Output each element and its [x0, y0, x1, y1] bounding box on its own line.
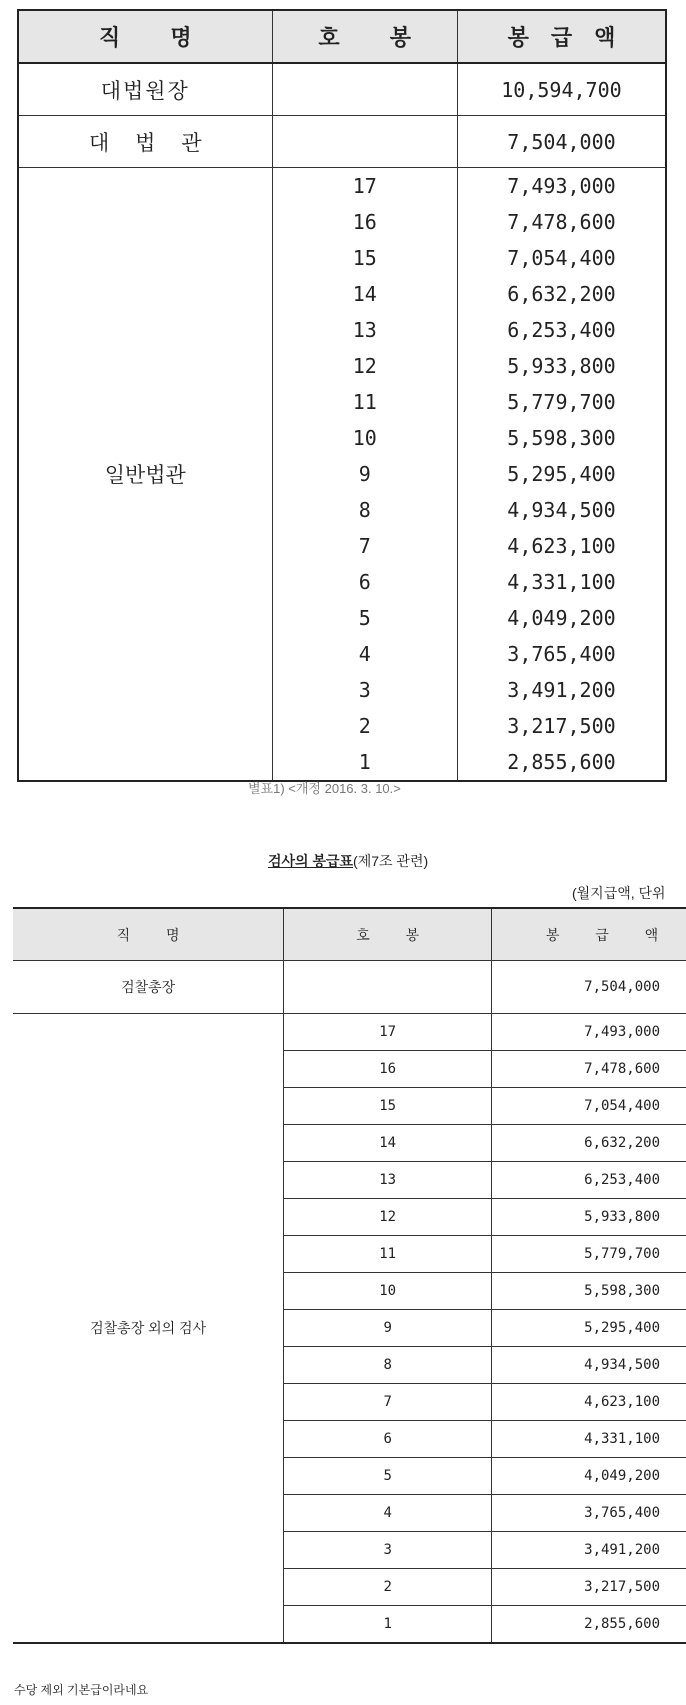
amount-cell: 4,049,200 — [492, 1458, 686, 1495]
step-cell — [284, 961, 492, 1014]
step-cell: 1 — [272, 744, 457, 781]
step-cell: 11 — [284, 1236, 492, 1273]
step-cell: 15 — [272, 240, 457, 276]
header-amount: 봉급액 — [457, 10, 666, 63]
amount-cell: 5,779,700 — [457, 384, 666, 420]
footer-comment: 수당 제외 기본급이라네요 — [14, 1683, 149, 1697]
step-cell: 6 — [272, 564, 457, 600]
unit-note: (월지급액, 단위 — [572, 885, 666, 901]
amount-cell: 4,623,100 — [457, 528, 666, 564]
table2-title-ref: (제7조 관련) — [353, 853, 429, 869]
amount-cell: 6,632,200 — [492, 1125, 686, 1162]
step-cell: 14 — [284, 1125, 492, 1162]
amount-cell: 7,478,600 — [492, 1051, 686, 1088]
step-cell: 16 — [272, 204, 457, 240]
amount-cell: 7,493,000 — [492, 1014, 686, 1051]
step-cell: 2 — [284, 1569, 492, 1606]
step-cell: 17 — [272, 168, 457, 205]
step-cell: 8 — [284, 1347, 492, 1384]
position-cell: 대법원장 — [18, 63, 272, 116]
amount-cell: 6,632,200 — [457, 276, 666, 312]
amount-cell: 4,623,100 — [492, 1384, 686, 1421]
step-cell: 8 — [272, 492, 457, 528]
step-cell: 10 — [284, 1273, 492, 1310]
amount-cell: 5,295,400 — [457, 456, 666, 492]
amount-cell: 2,855,600 — [492, 1606, 686, 1644]
header-amount: 봉 급 액 — [492, 908, 686, 961]
table2-title — [268, 851, 428, 871]
table-row — [13, 961, 686, 1014]
step-cell: 7 — [284, 1384, 492, 1421]
step-cell — [272, 63, 457, 116]
step-cell: 16 — [284, 1051, 492, 1088]
step-cell: 5 — [284, 1458, 492, 1495]
step-cell: 11 — [272, 384, 457, 420]
amount-cell: 7,478,600 — [457, 204, 666, 240]
step-cell: 14 — [272, 276, 457, 312]
step-cell: 12 — [284, 1199, 492, 1236]
amount-cell: 3,217,500 — [457, 708, 666, 744]
step-cell: 17 — [284, 1014, 492, 1051]
header-position: 직 명 — [18, 10, 272, 63]
amount-cell: 3,491,200 — [492, 1532, 686, 1569]
position-cell: 검찰총장 외의 검사 — [13, 1014, 284, 1644]
table-row — [18, 168, 666, 205]
step-cell: 9 — [272, 456, 457, 492]
step-cell: 13 — [284, 1162, 492, 1199]
step-cell: 9 — [284, 1310, 492, 1347]
step-cell: 5 — [272, 600, 457, 636]
step-cell: 4 — [284, 1495, 492, 1532]
position-cell: 대 법 관 — [18, 116, 272, 168]
amount-cell: 3,765,400 — [457, 636, 666, 672]
amount-cell: 6,253,400 — [457, 312, 666, 348]
amount-cell: 10,594,700 — [457, 63, 666, 116]
table-row — [13, 1014, 686, 1051]
step-cell: 3 — [272, 672, 457, 708]
header-row — [13, 908, 686, 961]
step-cell: 7 — [272, 528, 457, 564]
header-step: 호 봉 — [272, 10, 457, 63]
amount-cell: 6,253,400 — [492, 1162, 686, 1199]
amount-cell: 5,295,400 — [492, 1310, 686, 1347]
step-cell: 4 — [272, 636, 457, 672]
amount-cell: 4,934,500 — [492, 1347, 686, 1384]
amount-cell: 3,217,500 — [492, 1569, 686, 1606]
table2-title-main: 검사의 봉급표 — [268, 853, 354, 869]
amount-cell: 4,331,100 — [492, 1421, 686, 1458]
judges-salary-table — [17, 9, 667, 782]
amount-cell: 4,331,100 — [457, 564, 666, 600]
position-cell: 일반법관 — [18, 168, 272, 782]
step-cell: 12 — [272, 348, 457, 384]
step-cell: 3 — [284, 1532, 492, 1569]
amount-cell: 2,855,600 — [457, 744, 666, 781]
step-cell: 2 — [272, 708, 457, 744]
amount-cell: 3,491,200 — [457, 672, 666, 708]
header-step: 호 봉 — [284, 908, 492, 961]
step-cell — [272, 116, 457, 168]
amount-cell: 5,779,700 — [492, 1236, 686, 1273]
amount-cell: 7,054,400 — [492, 1088, 686, 1125]
amount-cell: 4,934,500 — [457, 492, 666, 528]
step-cell: 6 — [284, 1421, 492, 1458]
header-row — [18, 10, 666, 63]
table-row — [18, 63, 666, 116]
step-cell: 10 — [272, 420, 457, 456]
amount-cell: 7,493,000 — [457, 168, 666, 205]
step-cell: 13 — [272, 312, 457, 348]
amount-cell: 5,933,800 — [457, 348, 666, 384]
header-position: 직 명 — [13, 908, 284, 961]
amount-cell: 7,054,400 — [457, 240, 666, 276]
table-row — [18, 116, 666, 168]
amount-cell: 5,933,800 — [492, 1199, 686, 1236]
position-cell: 검찰총장 — [13, 961, 284, 1014]
amount-cell: 7,504,000 — [457, 116, 666, 168]
prosecutors-salary-table — [13, 907, 686, 1644]
amendment-note: 별표1) <개정 2016. 3. 10.> — [248, 781, 401, 796]
step-cell: 1 — [284, 1606, 492, 1644]
amount-cell: 5,598,300 — [492, 1273, 686, 1310]
step-cell: 15 — [284, 1088, 492, 1125]
amount-cell: 7,504,000 — [492, 961, 686, 1014]
amount-cell: 4,049,200 — [457, 600, 666, 636]
amount-cell: 3,765,400 — [492, 1495, 686, 1532]
amount-cell: 5,598,300 — [457, 420, 666, 456]
